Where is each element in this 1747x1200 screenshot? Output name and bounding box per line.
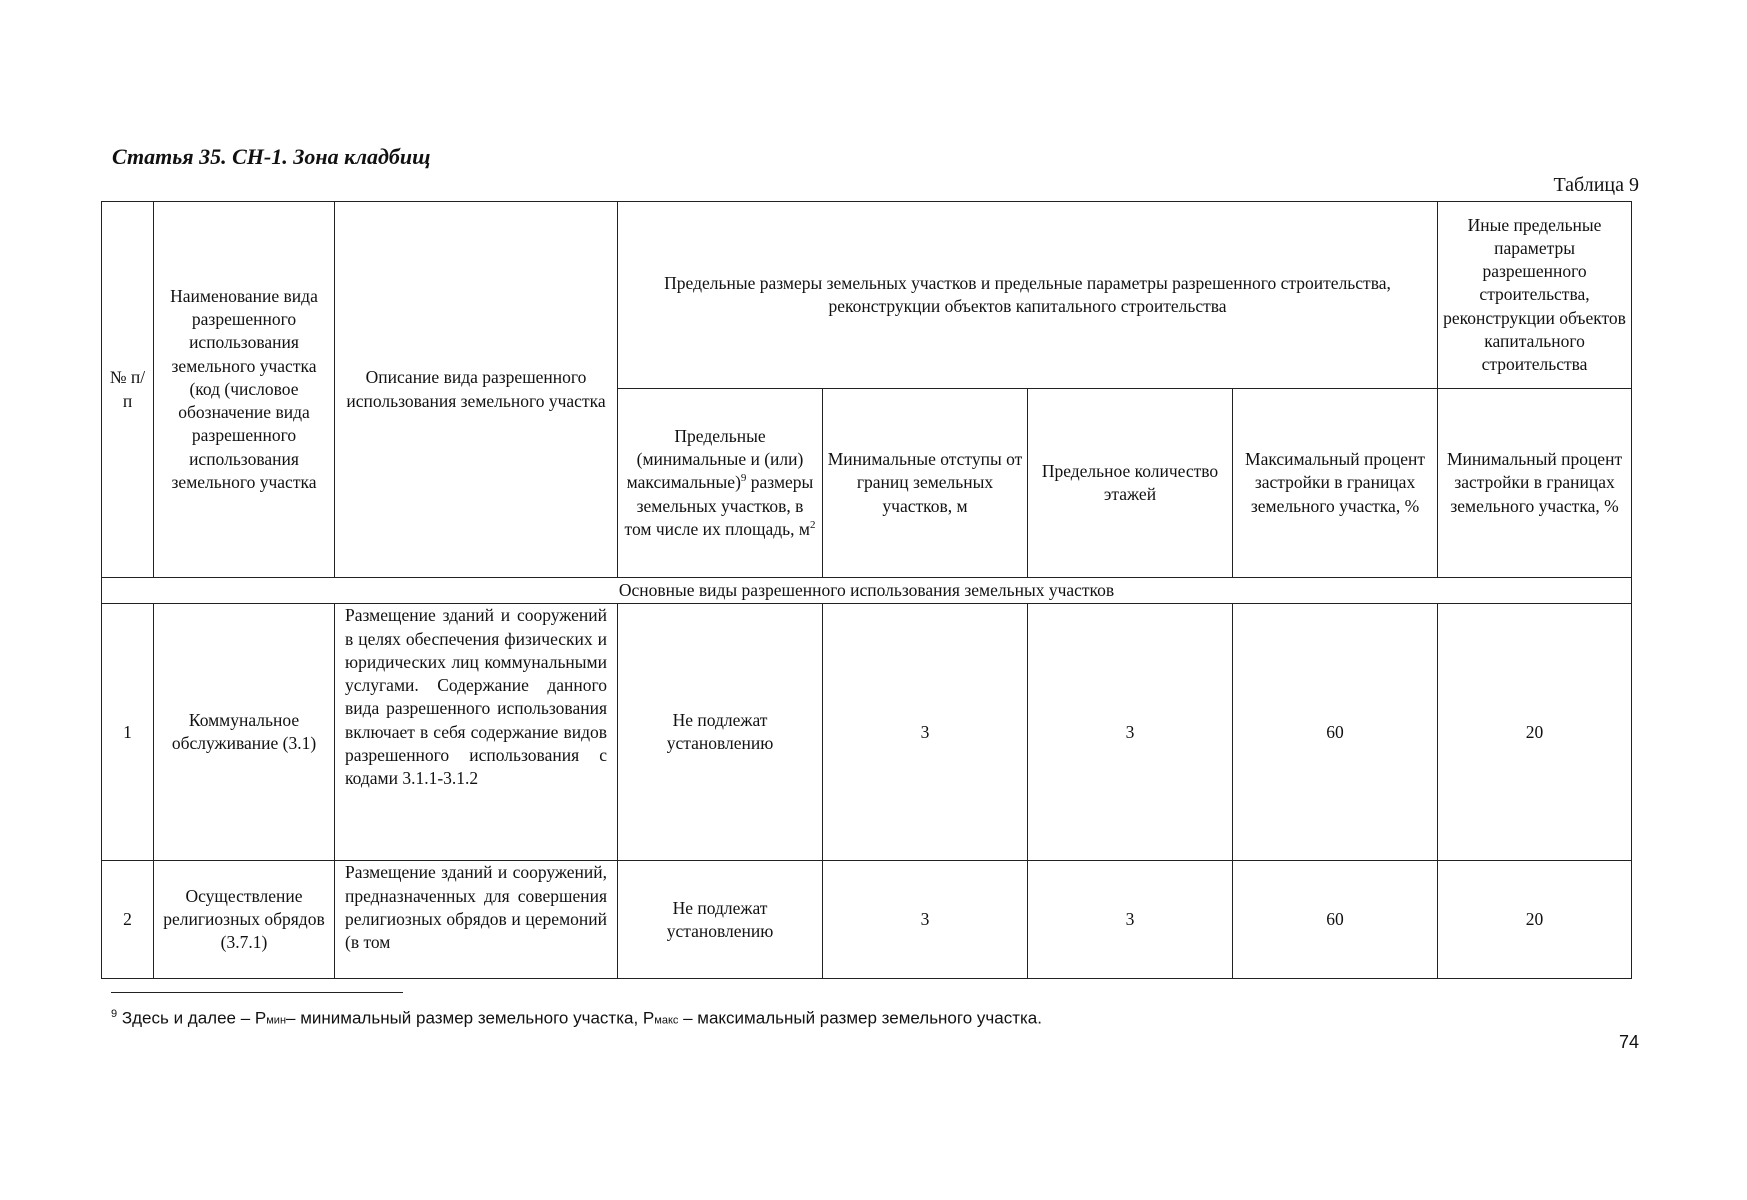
row-name: Осуществление религиозных обрядов (3.7.1): [154, 861, 335, 979]
row-name: Коммунальное обслуживание (3.1): [154, 604, 335, 861]
footnote-text-1: Здесь и далее – Р: [117, 1008, 267, 1028]
zone-parameters-table: [101, 201, 1632, 979]
row-setbacks: 3: [823, 861, 1028, 979]
row-num: 2: [102, 861, 154, 979]
article-heading: Статья 35. СН-1. Зона кладбищ: [112, 144, 431, 169]
footnote-divider: [111, 992, 403, 993]
header-other-group: Иные предельные параметры разрешенного строительства, реконструкции объектов капитального строительства: [1438, 202, 1632, 389]
row-max-coverage: 60: [1233, 604, 1438, 861]
footnote: [111, 1008, 1042, 1029]
footnote-mark: 9: [111, 1008, 118, 1020]
row-max-coverage: 60: [1233, 861, 1438, 979]
row-floors: 3: [1028, 604, 1233, 861]
table-row: [102, 604, 1632, 861]
page-number: 74: [1618, 1032, 1639, 1052]
row-min-coverage: 20: [1438, 861, 1632, 979]
header-min-coverage: Минимальный процент застройки в границах земельного участка, %: [1438, 389, 1632, 578]
header-max-coverage: Максимальный процент застройки в границах земельного участка, %: [1233, 389, 1438, 578]
row-num: 1: [102, 604, 154, 861]
footnote-reference: 9: [740, 472, 747, 485]
header-plot-size-text: Предельные (минимальные и (или) максимальные): [626, 425, 804, 493]
header-floors: Предельное количество этажей: [1028, 389, 1233, 578]
header-limits-group: Предельные размеры земельных участков и предельные параметры разрешенного строительства, реконструкции объектов капитального строительства: [618, 202, 1438, 389]
header-num: № п/п: [102, 202, 154, 578]
row-description: Размещение зданий и сооружений в целях обеспечения физических и юридических лиц коммунальными услугами. Содержание данного вида разрешенного использования включает в себя содержание видов разрешенного использования с кодами 3.1.1-3.1.2: [335, 604, 618, 861]
row-description: Размещение зданий и сооружений, предназначенных для совершения религиозных обрядов и церемоний (в том: [335, 861, 618, 979]
footnote-subscript-min: мин: [266, 1014, 287, 1027]
header-plot-size: [618, 389, 823, 578]
header-description: Описание вида разрешенного использования земельного участка: [335, 202, 618, 578]
section-title: Основные виды разрешенного использования земельных участков: [102, 578, 1632, 604]
row-setbacks: 3: [823, 604, 1028, 861]
footnote-text-3: – максимальный размер земельного участка.: [678, 1008, 1042, 1028]
row-min-coverage: 20: [1438, 604, 1632, 861]
footnote-text-2: – минимальный размер земельного участка, Р: [286, 1008, 655, 1028]
header-plot-size-cont: размеры земельных участков, в том числе их площадь, м: [624, 472, 814, 539]
row-plot-size: Не подлежат установлению: [618, 861, 823, 979]
table-number: Таблица 9: [1553, 174, 1639, 196]
row-plot-size: Не подлежат установлению: [618, 604, 823, 861]
table-row: [102, 861, 1632, 979]
row-floors: 3: [1028, 861, 1233, 979]
header-name: Наименование вида разрешенного использования земельного участка (код (числовое обозначение вида разрешенного использования земельного участка: [154, 202, 335, 578]
unit-superscript: 2: [809, 519, 816, 532]
footnote-subscript-max: макс: [654, 1014, 679, 1027]
header-setbacks: Минимальные отступы от границ земельных участков, м: [823, 389, 1028, 578]
